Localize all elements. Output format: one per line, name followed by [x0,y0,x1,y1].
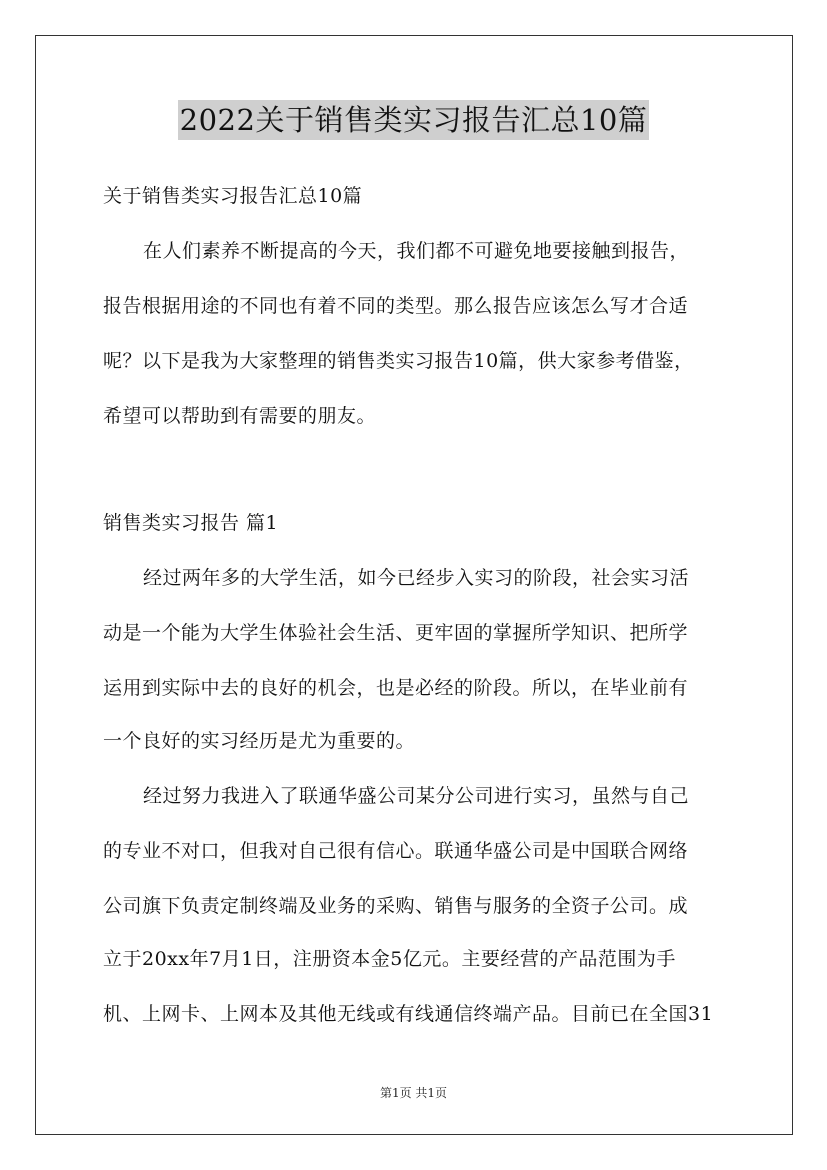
intro-line: 希望可以帮助到有需要的朋友。 [103,405,377,427]
paragraph-line: 公司旗下负责定制终端及业务的采购、销售与服务的全资子公司。成 [103,895,689,917]
paragraph-line: 经过努力我进入了联通华盛公司某分公司进行实习，虽然与自己 [143,785,690,807]
intro-line: 在人们素养不断提高的今天，我们都不可避免地要接触到报告， [143,240,690,262]
title-container [0,100,827,140]
paragraph-line: 一个良好的实习经历是尤为重要的。 [103,730,416,752]
paragraph-line: 立于20xx年7月1日，注册资本金5亿元。主要经营的产品范围为手 [103,948,676,970]
document-title: 2022关于销售类实习报告汇总10篇 [178,100,650,140]
page-footer: 第1页 共1页 [379,1086,448,1100]
paragraph-line: 运用到实际中去的良好的机会，也是必经的阶段。所以，在毕业前有 [103,677,689,699]
paragraph-line: 经过两年多的大学生活，如今已经步入实习的阶段，社会实习活 [143,567,690,589]
paragraph-line: 机、上网卡、上网本及其他无线或有线通信终端产品。目前已在全国31 [103,1003,714,1025]
intro-line: 报告根据用途的不同也有着不同的类型。那么报告应该怎么写才合适 [103,295,689,317]
paragraph-line: 动是一个能为大学生体验社会生活、更牢固的掌握所学知识、把所学 [103,622,689,644]
paragraph-line: 的专业不对口，但我对自己很有信心。联通华盛公司是中国联合网络 [103,840,689,862]
document-subtitle: 关于销售类实习报告汇总10篇 [103,185,363,207]
section-heading: 销售类实习报告 篇1 [103,512,279,534]
intro-line: 呢？以下是我为大家整理的销售类实习报告10篇，供大家参考借鉴， [103,350,694,372]
